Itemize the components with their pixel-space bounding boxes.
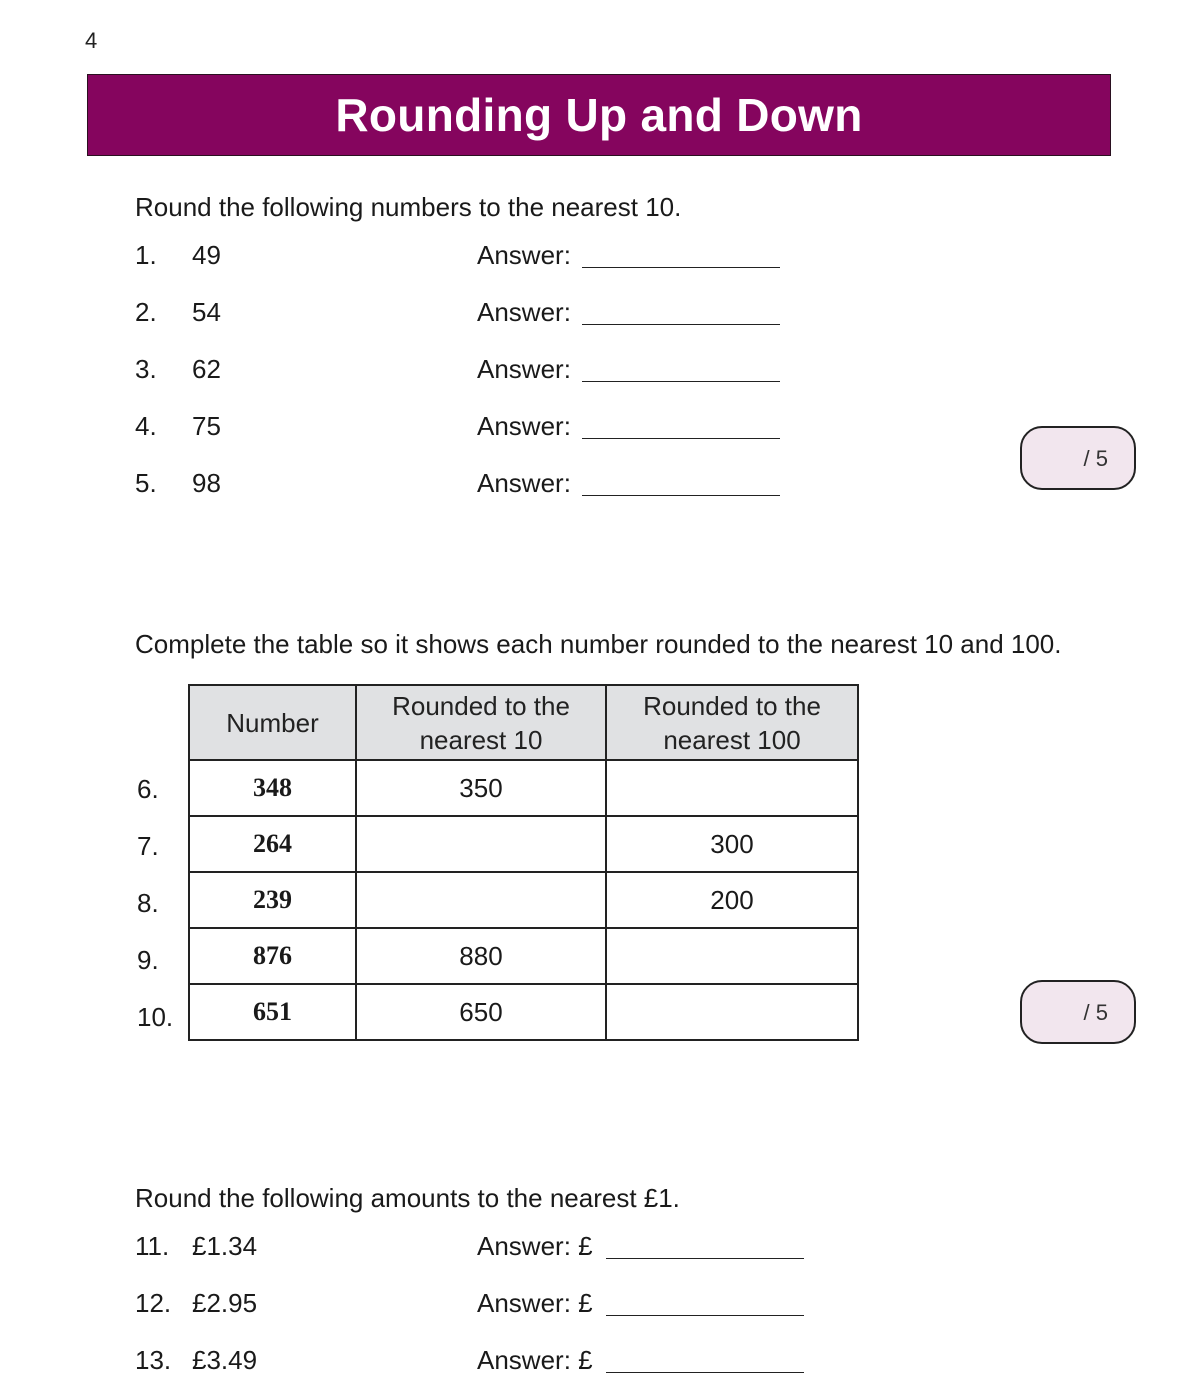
table-row <box>189 984 858 1040</box>
question-value: £3.49 <box>192 1345 258 1375</box>
answer-label: Answer: <box>477 240 571 270</box>
page-title: Rounding Up and Down <box>335 89 863 141</box>
question-number: 4. <box>135 411 157 441</box>
header-number <box>189 685 356 760</box>
question-number: 12. <box>135 1288 172 1318</box>
question-value: 49 <box>192 240 221 270</box>
row-number-label: 7. <box>137 831 159 861</box>
title-banner <box>87 74 1111 156</box>
question-row <box>135 240 835 272</box>
number-cell: 651 <box>189 984 356 1040</box>
score-box[interactable] <box>1020 980 1136 1044</box>
answer-field[interactable] <box>582 381 780 382</box>
question-row <box>135 1231 835 1263</box>
question-row <box>135 354 835 386</box>
row-number-label: 6. <box>137 774 159 804</box>
header-text: nearest 100 <box>663 724 801 755</box>
question-value: £2.95 <box>192 1288 258 1318</box>
nearest-10-cell: 650 <box>356 984 606 1040</box>
header-text: nearest 10 <box>419 724 543 755</box>
row-number-label: 10. <box>137 1002 174 1032</box>
answer-field[interactable] <box>582 324 780 325</box>
header-text: Number <box>226 707 319 738</box>
header-nearest-100 <box>606 685 858 760</box>
table-header-row <box>189 685 858 760</box>
page-number: 4 <box>85 28 98 53</box>
rounding-table <box>188 684 859 1041</box>
nearest-100-cell[interactable] <box>606 760 858 816</box>
number-cell: 876 <box>189 928 356 984</box>
question-row <box>135 468 835 500</box>
question-number: 3. <box>135 354 157 384</box>
question-row <box>135 1345 835 1377</box>
answer-label: Answer: <box>477 297 571 327</box>
score-label: / 5 <box>1083 1000 1108 1025</box>
question-row <box>135 411 835 443</box>
question-row <box>135 297 835 329</box>
answer-field[interactable] <box>582 495 780 496</box>
answer-label: Answer: <box>477 411 571 441</box>
section3-instruction: Round the following amounts to the nearest £1. <box>135 1183 680 1213</box>
answer-label: Answer: £ <box>477 1345 593 1375</box>
answer-label: Answer: £ <box>477 1231 593 1261</box>
header-nearest-10 <box>356 685 606 760</box>
header-text: Rounded to the <box>643 690 821 721</box>
nearest-10-cell[interactable] <box>356 816 606 872</box>
number-cell: 239 <box>189 872 356 928</box>
question-number: 13. <box>135 1345 172 1375</box>
table-row <box>189 872 858 928</box>
answer-field[interactable] <box>606 1258 804 1259</box>
answer-label: Answer: <box>477 354 571 384</box>
table-row <box>189 816 858 872</box>
answer-label: Answer: £ <box>477 1288 593 1318</box>
score-box[interactable] <box>1020 426 1136 490</box>
answer-field[interactable] <box>606 1315 804 1316</box>
question-value: 62 <box>192 354 221 384</box>
question-number: 5. <box>135 468 157 498</box>
question-number: 11. <box>135 1231 170 1261</box>
section1-instruction: Round the following numbers to the nearest 10. <box>135 192 682 222</box>
answer-field[interactable] <box>582 438 780 439</box>
question-value: £1.34 <box>192 1231 258 1261</box>
question-value: 98 <box>192 468 221 498</box>
section2-instruction: Complete the table so it shows each number rounded to the nearest 10 and 100. <box>135 629 1062 659</box>
nearest-100-cell: 200 <box>606 872 858 928</box>
header-text: Rounded to the <box>392 690 570 721</box>
score-label: / 5 <box>1083 446 1108 471</box>
nearest-100-cell[interactable] <box>606 984 858 1040</box>
answer-field[interactable] <box>582 267 780 268</box>
nearest-10-cell: 350 <box>356 760 606 816</box>
nearest-100-cell: 300 <box>606 816 858 872</box>
question-value: 75 <box>192 411 221 441</box>
question-value: 54 <box>192 297 221 327</box>
row-number-label: 8. <box>137 888 159 918</box>
answer-field[interactable] <box>606 1372 804 1373</box>
question-row <box>135 1288 835 1320</box>
nearest-10-cell: 880 <box>356 928 606 984</box>
question-number: 2. <box>135 297 157 327</box>
table-row <box>189 760 858 816</box>
row-number-label: 9. <box>137 945 159 975</box>
nearest-100-cell[interactable] <box>606 928 858 984</box>
table-row <box>189 928 858 984</box>
question-number: 1. <box>135 240 157 270</box>
nearest-10-cell[interactable] <box>356 872 606 928</box>
number-cell: 348 <box>189 760 356 816</box>
answer-label: Answer: <box>477 468 571 498</box>
number-cell: 264 <box>189 816 356 872</box>
